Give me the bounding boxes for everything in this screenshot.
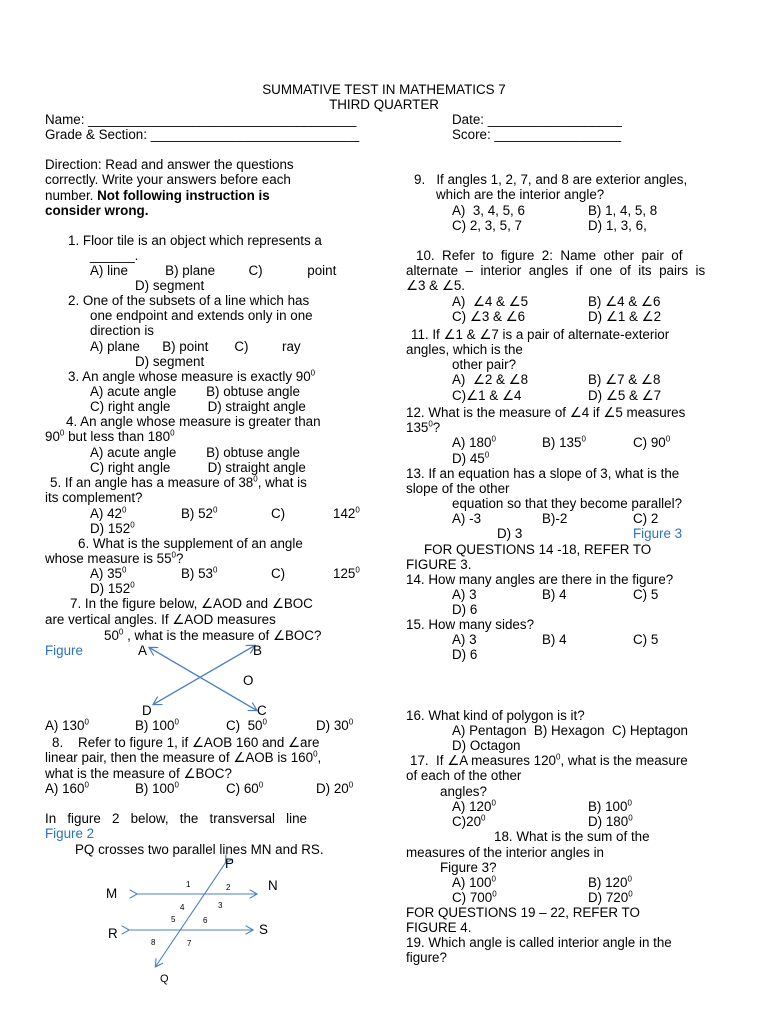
question-12-line-2: $135^0$?	[406, 419, 441, 435]
question-6-option-a: A) $35^0$	[90, 565, 127, 581]
question-7: 7. In the figure below, ∠AOD and ∠BOC	[70, 596, 313, 611]
question-12: 12. What is the measure of ∠4 if ∠5 measures	[406, 405, 686, 420]
test-title: SUMMATIVE TEST IN MATHEMATICS 7	[262, 82, 506, 97]
question-15-option-d: D) 6	[452, 647, 478, 662]
figure-3-label: Figure 3	[633, 526, 683, 541]
figure-1-label-o: O	[243, 673, 254, 688]
question-10-option-d: D) ∠1 & ∠2	[588, 309, 662, 324]
question-4: 4. An angle whose measure is greater than	[66, 414, 321, 429]
question-4-options-1: A) acute angle B) obtuse angle	[90, 445, 300, 460]
direction-line-2: correctly. Write your answers before each	[45, 172, 291, 187]
question-17-option-d: D) $180^0$	[588, 813, 633, 829]
question-3-options-1: A) acute angle B) obtuse angle	[90, 384, 300, 399]
question-8-line-2: linear pair, then the measure of ∠AOB is $160^0$,	[45, 749, 322, 765]
question-14-option-b: B) 4	[542, 587, 567, 602]
question-1-option-d: D) segment	[135, 278, 205, 293]
question-18-line-3: Figure 3?	[440, 860, 497, 875]
question-16: 16. What kind of polygon is it?	[406, 708, 585, 723]
question-3-options-2: C) right angle D) straight angle	[90, 399, 306, 414]
question-6-option-b: B) $53^0$	[181, 565, 218, 581]
figure-2-label-n: N	[268, 878, 278, 893]
test-subtitle: THIRD QUARTER	[329, 97, 439, 112]
question-8: 8. Refer to figure 1, if ∠AOB 160 and ∠are	[52, 735, 320, 750]
question-8-option-a: A) $160^0$	[45, 780, 89, 796]
question-8-line-3: what is the measure of ∠BOC?	[45, 766, 232, 781]
figure-3-instructions: FOR QUESTIONS 14 -18, REFER TO	[424, 542, 652, 557]
question-18-option-d: D) $720^0$	[588, 889, 633, 905]
question-17-line-3: angles?	[440, 784, 487, 799]
question-11-line-3: other pair?	[452, 357, 517, 372]
figure-2-label: Figure 2	[45, 826, 95, 841]
question-14-option-c: C) 5	[633, 587, 659, 602]
question-5-option-c: C)	[271, 506, 286, 521]
question-1-options: A) line B) plane C) point	[90, 263, 337, 278]
figure-1-label-a: A	[138, 643, 147, 658]
question-6: 6. What is the supplement of an angle	[78, 536, 303, 551]
question-18-option-c: C) $700^0$	[452, 889, 497, 905]
question-9-option-c: C) 2, 3, 5, 7	[452, 218, 522, 233]
question-10: 10. Refer to figure 2: Name other pair of	[416, 248, 683, 263]
question-12-option-b: B) $135^0$	[542, 434, 586, 450]
question-17-line-2: of each of the other	[406, 768, 522, 783]
question-17: 17. If ∠A measures $120^0$, what is the measure	[410, 752, 688, 768]
figure-1-label-d: D	[142, 703, 152, 718]
question-7-option-a: A) $130^0$	[45, 717, 89, 733]
question-13: 13. If an equation has a slope of 3, what is the	[406, 466, 680, 481]
figure-2-intro-line-2: PQ crosses two parallel lines MN and RS.	[75, 842, 324, 857]
question-8-option-b: B) $100^0$	[135, 780, 179, 796]
question-6-option-d: D) $152^0$	[90, 580, 135, 596]
figure-1-label: Figure	[45, 643, 83, 658]
question-15-option-b: B) 4	[542, 632, 567, 647]
question-11-option-b: B) ∠7 & ∠8	[588, 372, 661, 387]
figure-4-instructions-line-2: FIGURE 4.	[406, 920, 472, 935]
question-12-option-d: D) $45^0$	[452, 450, 490, 466]
figure-1-label-c: C	[257, 703, 267, 718]
question-17-option-c: $C)20^0$	[452, 813, 486, 829]
figure-2-label-s: S	[259, 922, 268, 937]
angle-label-5: 5	[171, 915, 176, 924]
figure-2-label-p: P	[225, 856, 234, 871]
question-6-option-c-value: $125^0$	[333, 565, 360, 581]
figure-4-instructions: FOR QUESTIONS 19 – 22, REFER TO	[406, 905, 640, 920]
angle-label-7: 7	[187, 939, 192, 948]
question-4-options-2: C) right angle D) straight angle	[90, 460, 306, 475]
question-13-option-a: A) -3	[452, 511, 482, 526]
question-18-option-b: B) $120^0$	[588, 874, 632, 890]
question-19-line-2: figure?	[406, 950, 447, 965]
figure-2-label-r: R	[108, 926, 118, 941]
question-14: 14. How many angles are there in the figure?	[406, 572, 674, 587]
question-12-option-c: C) $90^0$	[633, 434, 671, 450]
question-5-option-b: B) $52^0$	[181, 505, 218, 521]
question-13-option-b: B)-2	[542, 511, 568, 526]
question-11: 11. If ∠1 & ∠7 is a pair of alternate-exterior	[411, 327, 670, 342]
question-5-option-a: A) $42^0$	[90, 505, 127, 521]
direction-line-4: consider wrong.	[45, 203, 149, 218]
question-14-option-d: D) 6	[452, 602, 478, 617]
direction-line-3: number. Not following instruction is	[45, 188, 270, 203]
question-18-line-2: measures of the interior angles in	[406, 845, 604, 860]
question-11-option-c: C)∠1 & ∠4	[452, 388, 522, 403]
angle-label-3: 3	[218, 901, 223, 910]
angle-label-4: 4	[180, 903, 185, 912]
question-1-blank: ______.	[90, 248, 139, 263]
question-11-option-d: D) ∠5 & ∠7	[588, 388, 662, 403]
angle-label-6: 6	[203, 916, 208, 925]
question-5-line-2: its complement?	[45, 490, 143, 505]
ray-ca	[150, 648, 256, 710]
question-2-line-2: one endpoint and extends only in one	[90, 308, 313, 323]
figure-2-label-m: M	[106, 886, 118, 901]
question-10-option-b: B) ∠4 & ∠6	[588, 294, 661, 309]
question-10-line-2: alternate – interior angles if one of its pairs is	[406, 263, 706, 278]
angle-label-8: 8	[151, 938, 156, 947]
ray-db	[154, 646, 254, 704]
question-3: 3. An angle whose measure is exactly $90^0$	[68, 368, 316, 384]
name-field[interactable]: Name: ____________________________________	[45, 112, 357, 127]
grade-section-field[interactable]: Grade & Section: ____________________________	[45, 127, 360, 142]
question-9-option-b: B) 1, 4, 5, 8	[588, 203, 658, 218]
question-10-option-a: A) ∠4 & ∠5	[452, 294, 529, 309]
question-13-line-3: equation so that they become parallel?	[452, 496, 683, 511]
question-8-option-c: C) $60^0$	[226, 780, 264, 796]
question-7-option-b: B) $100^0$	[135, 717, 179, 733]
figure-2-intro: In figure 2 below, the transversal line	[45, 811, 307, 826]
question-16-option-d: D) Octagon	[452, 738, 521, 753]
figure-1-label-b: B	[253, 643, 262, 658]
question-17-option-a: A) $120^0$	[452, 798, 496, 814]
question-16-options: A) Pentagon B) Hexagon C) Heptagon	[452, 723, 688, 738]
question-9-line-2: which are the interior angle?	[436, 187, 605, 202]
figure-3-instructions-line-2: FIGURE 3.	[406, 557, 472, 572]
question-5-option-c-value: $142^0$	[333, 505, 360, 521]
question-7-option-c: C) $50^0$	[226, 717, 267, 733]
question-10-line-3: ∠3 & ∠5.	[406, 278, 465, 293]
question-13-option-c: C) 2	[633, 511, 659, 526]
question-9: 9. If angles 1, 2, 7, and 8 are exterior angles,	[414, 172, 688, 187]
question-6-option-c: C)	[271, 566, 286, 581]
question-14-option-a: A) 3	[452, 587, 477, 602]
question-4-line-2: $90^0$ but less than $180^0$	[45, 428, 175, 444]
figure-2-diagram	[100, 852, 300, 982]
question-9-option-d: D) 1, 3, 6,	[588, 218, 647, 233]
question-15-option-a: A) 3	[452, 632, 477, 647]
question-2-options: A) plane B) point C) ray	[90, 339, 301, 354]
figure-2-label-q: Q	[160, 973, 169, 985]
question-19: 19. Which angle is called interior angle in the	[406, 935, 672, 950]
question-15-option-c: C) 5	[633, 632, 659, 647]
angle-label-2: 2	[226, 883, 231, 892]
question-15: 15. How many sides?	[406, 617, 535, 632]
question-7-option-d: D) $30^0$	[316, 717, 354, 733]
question-7-line-3: $50^0$ , what is the measure of ∠BOC?	[104, 627, 322, 643]
question-8-option-d: D) $20^0$	[316, 780, 354, 796]
score-field[interactable]: Score: _________________	[452, 127, 622, 142]
question-13-option-d: D) 3	[497, 526, 523, 541]
question-9-option-a: A) 3, 4, 5, 6	[452, 203, 525, 218]
question-12-option-a: A) $180^0$	[452, 434, 496, 450]
date-field[interactable]: Date: __________________	[452, 112, 622, 127]
question-2-line-3: direction is	[90, 323, 155, 338]
angle-label-1: 1	[186, 880, 191, 889]
question-17-option-b: B) $100^0$	[588, 798, 632, 814]
question-5-option-d: D) $152^0$	[90, 520, 135, 536]
question-11-line-2: angles, which is the	[406, 342, 523, 357]
question-13-line-2: slope of the other	[406, 481, 510, 496]
question-18-option-a: A) $100^0$	[452, 874, 496, 890]
question-11-option-a: A) ∠2 & ∠8	[452, 372, 529, 387]
question-2: 2. One of the subsets of a line which has	[68, 293, 310, 308]
question-2-option-d: D) segment	[135, 354, 205, 369]
question-1: 1. Floor tile is an object which represents a	[68, 233, 322, 248]
question-18: 18. What is the sum of the	[494, 829, 650, 844]
question-5: 5. If an angle has a measure of $38^0$, what is	[50, 474, 307, 490]
question-7-line-2: are vertical angles. If ∠AOD measures	[45, 612, 276, 627]
question-6-line-2: whose measure is $55^0$?	[45, 550, 184, 566]
direction-line-1: Direction: Read and answer the questions	[45, 157, 294, 172]
question-10-option-c: C) ∠3 & ∠6	[452, 309, 526, 324]
